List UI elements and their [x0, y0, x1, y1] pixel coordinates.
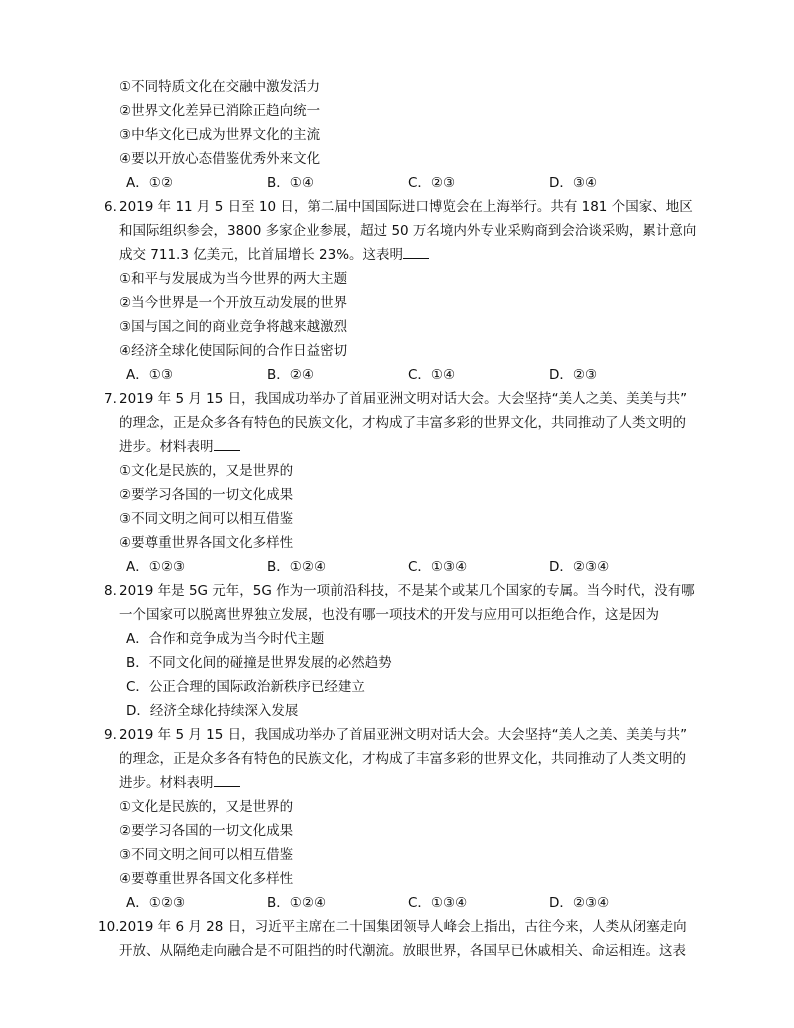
q9-item-3: ③不同文明之间可以相互借鉴 [119, 847, 294, 863]
q9-option-d[interactable]: D．②③④ [549, 895, 610, 911]
q6-item-4: ④经济全球化使国际间的合作日益密切 [119, 343, 348, 359]
q9-text-line-3 [119, 771, 699, 795]
q8-option-d[interactable]: D．经济全球化持续深入发展 [126, 703, 299, 719]
q6-option-b[interactable]: B．②④ [267, 367, 314, 383]
q10-text-line-2: 开放、从隔绝走向融合是不可阻挡的时代潮流。放眼世界，各国早已休戚相关、命运相连。这表 [119, 943, 686, 959]
q6-answer-blank [403, 244, 429, 259]
q9-option-b[interactable]: B．①②④ [267, 895, 327, 911]
q5-item-3: ③中华文化已成为世界文化的主流 [119, 127, 321, 143]
q5-item-1: ①不同特质文化在交融中激发活力 [119, 79, 321, 95]
q7-text-line-3-content: 进步。材料表明 [119, 439, 214, 455]
q7-options [126, 555, 686, 579]
q7-item-3: ③不同文明之间可以相互借鉴 [119, 511, 294, 527]
q6-number: 6. [104, 199, 117, 215]
q9-option-a[interactable]: A．①②③ [126, 895, 186, 911]
q5-option-c[interactable]: C．②③ [408, 175, 456, 191]
q7-number: 7. [104, 391, 117, 407]
q6-text-line-1: 2019 年 11 月 5 日至 10 日，第二届中国国际进口博览会在上海举行。共有 181 个国家、地区 [119, 199, 693, 215]
q7-item-4: ④要尊重世界各国文化多样性 [119, 535, 294, 551]
q6-option-a[interactable]: A．①③ [126, 367, 173, 383]
q9-text-line-2: 的理念，正是众多各有特色的民族文化，才构成了丰富多彩的世界文化，共同推动了人类文明的 [119, 751, 686, 767]
q6-option-d[interactable]: D．②③ [549, 367, 598, 383]
q9-text-line-1: 2019 年 5 月 15 日，我国成功举办了首届亚洲文明对话大会。大会坚持“美人之美、美美与共” [119, 727, 688, 743]
q8-text-line-1: 2019 年是 5G 元年，5G 作为一项前沿科技，不是某个或某几个国家的专属。当今时代，没有哪 [119, 583, 695, 599]
q6-text-line-3-content: 成交 711.3 亿美元，比首届增长 23%。这表明 [119, 247, 404, 263]
q8-text-line-2: 一个国家可以脱离世界独立发展，也没有哪一项技术的开发与应用可以拒绝合作，这是因为 [119, 607, 659, 623]
q6-option-c[interactable]: C．①④ [408, 367, 456, 383]
q10-text-line-1: 2019 年 6 月 28 日，习近平主席在二十国集团领导人峰会上指出，古往今来，人类从闭塞走向 [119, 919, 687, 935]
q5-option-d[interactable]: D．③④ [549, 175, 598, 191]
q9-answer-blank [214, 772, 240, 787]
q7-item-2: ②要学习各国的一切文化成果 [119, 487, 294, 503]
q9-item-4: ④要尊重世界各国文化多样性 [119, 871, 294, 887]
q6-options [126, 363, 686, 387]
q5-item-4: ④要以开放心态借鉴优秀外来文化 [119, 151, 321, 167]
q5-option-b[interactable]: B．①④ [267, 175, 314, 191]
q8-option-c[interactable]: C．公正合理的国际政治新秩序已经建立 [126, 679, 365, 695]
q7-text-line-2: 的理念，正是众多各有特色的民族文化，才构成了丰富多彩的世界文化，共同推动了人类文明的 [119, 415, 686, 431]
q9-options [126, 891, 686, 915]
q7-option-c[interactable]: C．①③④ [408, 559, 468, 575]
q6-text-line-3 [119, 243, 699, 267]
q8-option-b[interactable]: B．不同文化间的碰撞是世界发展的必然趋势 [126, 655, 392, 671]
q9-item-2: ②要学习各国的一切文化成果 [119, 823, 294, 839]
q7-option-d[interactable]: D．②③④ [549, 559, 610, 575]
q5-item-2: ②世界文化差异已消除正趋向统一 [119, 103, 321, 119]
q9-number: 9. [104, 727, 117, 743]
q7-item-1: ①文化是民族的，又是世界的 [119, 463, 294, 479]
q7-option-b[interactable]: B．①②④ [267, 559, 327, 575]
q7-text-line-1: 2019 年 5 月 15 日，我国成功举办了首届亚洲文明对话大会。大会坚持“美人之美、美美与共” [119, 391, 688, 407]
q7-option-a[interactable]: A．①②③ [126, 559, 186, 575]
q9-option-c[interactable]: C．①③④ [408, 895, 468, 911]
q7-text-line-3 [119, 435, 699, 459]
q8-option-a[interactable]: A．合作和竞争成为当今时代主题 [126, 631, 325, 647]
q6-item-2: ②当今世界是一个开放互动发展的世界 [119, 295, 348, 311]
q6-text-line-2: 和国际组织参会，3800 多家企业参展，超过 50 万名境内外专业采购商到会洽谈采购，累计意向 [119, 223, 697, 239]
q5-option-a[interactable]: A．①② [126, 175, 173, 191]
q5-options [126, 171, 686, 195]
q9-text-line-3-content: 进步。材料表明 [119, 775, 214, 791]
q10-number: 10. [98, 919, 120, 935]
q6-item-1: ①和平与发展成为当今世界的两大主题 [119, 271, 348, 287]
q8-number: 8. [104, 583, 117, 599]
q6-item-3: ③国与国之间的商业竞争将越来越激烈 [119, 319, 348, 335]
q9-item-1: ①文化是民族的，又是世界的 [119, 799, 294, 815]
q7-answer-blank [214, 436, 240, 451]
